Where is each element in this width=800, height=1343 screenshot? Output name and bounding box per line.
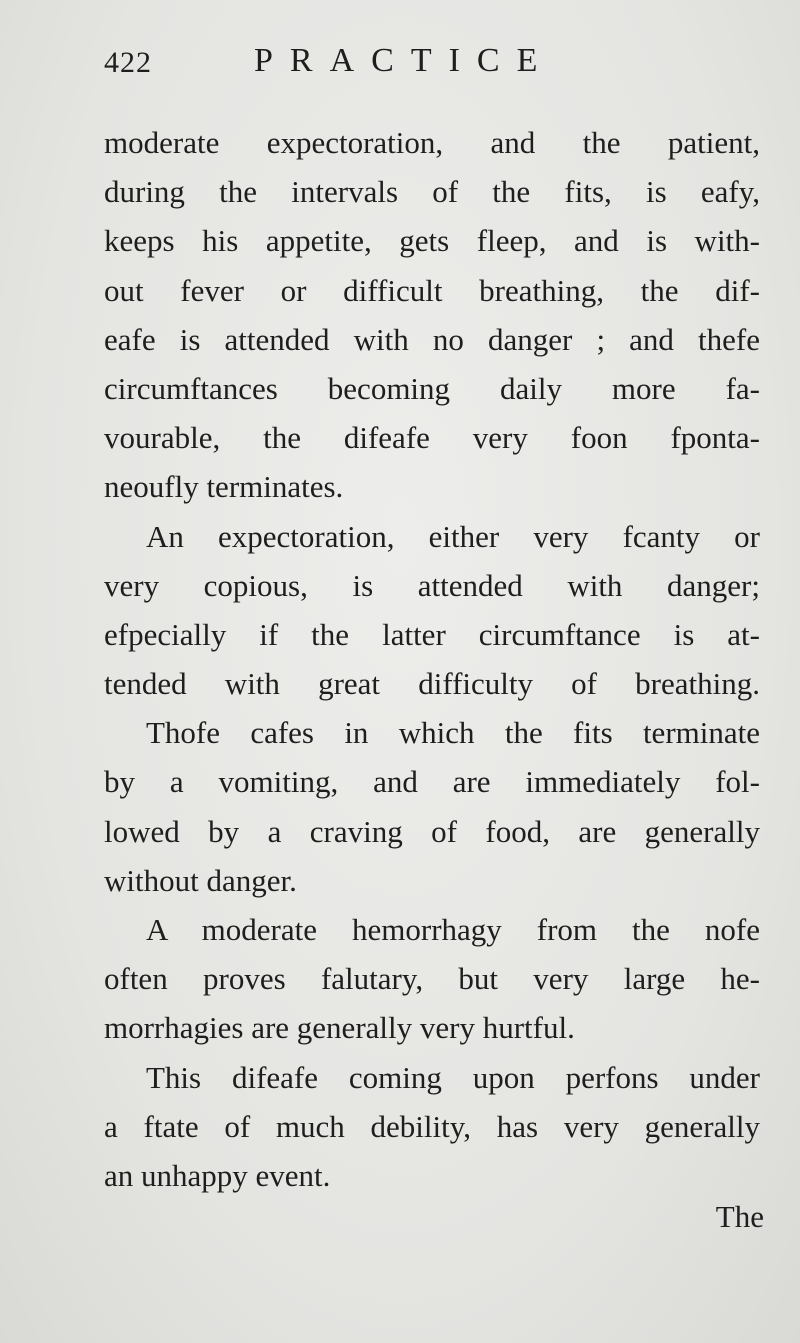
page-header: [104, 40, 664, 100]
text-line: without danger.: [104, 862, 297, 898]
text-line: an unhappy event.: [104, 1157, 331, 1193]
body-text: [104, 118, 760, 1200]
text-line: vourable, the difeafe very foon fponta-: [104, 420, 760, 456]
page-number: 422: [104, 46, 152, 79]
text-line: circumftances becoming daily more fa-: [104, 370, 760, 406]
text-line: An expectoration, either very fcanty or: [146, 518, 760, 554]
text-line: often proves falutary, but very large he-: [104, 961, 760, 997]
text-line: eafe is attended with no danger ; and thefe: [104, 321, 760, 357]
text-line: a ftate of much debility, has very generally: [104, 1108, 760, 1144]
text-line: out fever or difficult breathing, the dif-: [104, 272, 760, 308]
running-head: PRACTICE: [254, 42, 555, 79]
text-line: Thofe cafes in which the fits terminate: [146, 715, 760, 751]
text-line: lowed by a craving of food, are generally: [104, 813, 760, 849]
text-line: This difeafe coming upon perfons under: [146, 1059, 760, 1095]
catchword: The: [715, 1199, 764, 1234]
text-line: morrhagies are generally very hurtful.: [104, 1010, 575, 1046]
text-line: tended with great difficulty of breathing.: [104, 666, 760, 702]
text-line: during the intervals of the fits, is eafy,: [104, 174, 760, 210]
text-line: by a vomiting, and are immediately fol-: [104, 764, 760, 800]
text-line: neoufly terminates.: [104, 469, 344, 505]
text-line: very copious, is attended with danger;: [104, 567, 760, 603]
text-line: A moderate hemorrhagy from the nofe: [146, 912, 760, 947]
text-line: keeps his appetite, gets fleep, and is with-: [104, 223, 760, 259]
text-line: moderate expectoration, and the patient,: [104, 125, 760, 160]
text-line: efpecially if the latter circumftance is at-: [104, 616, 760, 652]
